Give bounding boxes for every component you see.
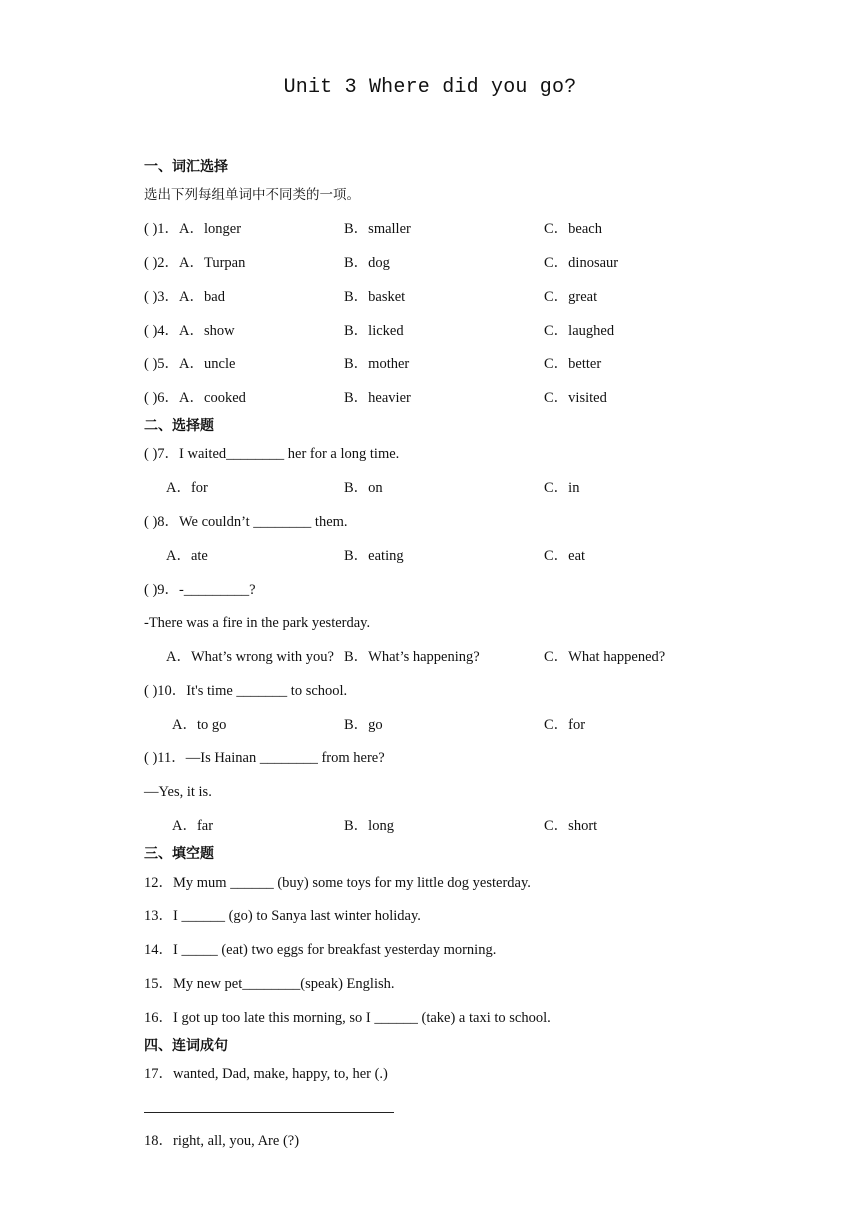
question-9-stem: ( )9．-_________? (144, 582, 256, 598)
question-15: 15．My new pet________(speak) English. (144, 976, 395, 992)
section-1-heading: 一、词汇选择 (144, 159, 228, 175)
question-3-option-c: C．great (544, 289, 598, 305)
question-6-option-a: ( )6．A．cooked (144, 390, 246, 406)
question-17: 17．wanted, Dad, make, happy, to, her (.) (144, 1066, 388, 1082)
question-2-option-c: C．dinosaur (544, 255, 619, 271)
question-1-option-a: ( )1．A．longer (144, 221, 242, 237)
question-11-stem: ( )11．—Is Hainan ________ from here? (144, 750, 385, 766)
question-1-option-c: C．beach (544, 221, 602, 237)
question-13: 13．I ______ (go) to Sanya last winter holiday. (144, 908, 421, 924)
question-11-context: —Yes, it is. (144, 784, 212, 800)
question-4-option-a: ( )4．A．show (144, 323, 235, 339)
question-7-option-a: A．for (166, 480, 208, 496)
page-title: Unit 3 Where did you go? (283, 76, 577, 99)
answer-line (144, 1112, 394, 1113)
question-9-option-c: C．What happened? (544, 649, 666, 665)
question-5-option-a: ( )5．A．uncle (144, 356, 236, 372)
question-4-option-c: C．laughed (544, 323, 615, 339)
question-1-option-b: B．smaller (344, 221, 411, 237)
question-10-option-c: C．for (544, 717, 586, 733)
question-8-option-b: B．eating (344, 548, 404, 564)
question-16: 16．I got up too late this morning, so I ______ (take) a taxi to school. (144, 1010, 551, 1026)
section-2-heading: 二、选择题 (144, 418, 214, 434)
question-8-option-c: C．eat (544, 548, 586, 564)
question-9-option-b: B．What’s happening? (344, 649, 480, 665)
section-1-instruction: 选出下列每组单词中不同类的一项。 (144, 187, 360, 203)
question-8-option-a: A．ate (166, 548, 208, 564)
question-7-option-c: C．in (544, 480, 580, 496)
question-8-stem: ( )8．We couldn’t ________ them. (144, 514, 348, 530)
question-2-option-a: ( )2．A．Turpan (144, 255, 246, 271)
question-5-option-b: B．mother (344, 356, 410, 372)
question-12: 12．My mum ______ (buy) some toys for my little dog yesterday. (144, 875, 531, 891)
question-11-option-c: C．short (544, 818, 598, 834)
question-3-option-b: B．basket (344, 289, 406, 305)
question-10-option-a: A．to go (172, 717, 227, 733)
question-2-option-b: B．dog (344, 255, 390, 271)
section-4-heading: 四、连词成句 (144, 1038, 228, 1054)
question-7-option-b: B．on (344, 480, 383, 496)
question-14: 14．I _____ (eat) two eggs for breakfast yesterday morning. (144, 942, 497, 958)
question-10-stem: ( )10．It's time _______ to school. (144, 683, 348, 699)
question-6-option-b: B．heavier (344, 390, 411, 406)
question-9-option-a: A．What’s wrong with you? (166, 649, 334, 665)
question-9-context: -There was a fire in the park yesterday. (144, 615, 371, 631)
question-11-option-a: A．far (172, 818, 214, 834)
question-18: 18．right, all, you, Are (?) (144, 1133, 300, 1149)
question-11-option-b: B．long (344, 818, 394, 834)
question-4-option-b: B．licked (344, 323, 404, 339)
question-3-option-a: ( )3．A．bad (144, 289, 225, 305)
question-10-option-b: B．go (344, 717, 383, 733)
question-6-option-c: C．visited (544, 390, 607, 406)
question-5-option-c: C．better (544, 356, 602, 372)
section-3-heading: 三、填空题 (144, 846, 214, 862)
question-7-stem: ( )7．I waited________ her for a long time. (144, 446, 400, 462)
